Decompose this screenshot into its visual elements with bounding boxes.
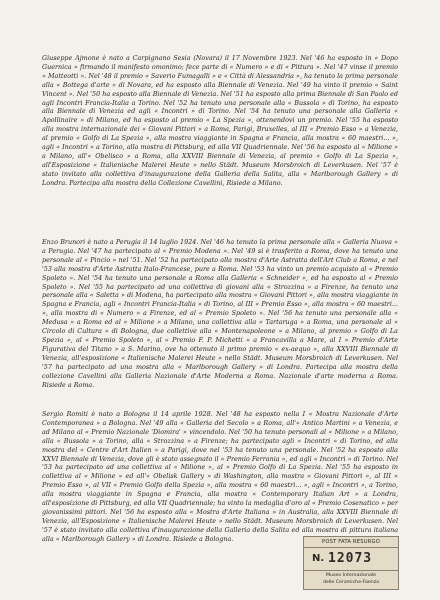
biography-ajmone: Giuseppe Ajmone è nato a Carpignano Sesia (Novara) il 17 Novembre 1923. Nel '46 ha esposto in « Dopo Guernica » firmando il manifesto omonimo; fece parte di « Numero » e di « Pittura ». Nel '47 vinse il premio « Matteotti ». Nel '48 il premio « Saverio Fumagalli » e « Città di Alessandria », ha tenuto la prima personale alla « Bottega d'arte » di Novara, ed ha esposto alla Biennale di Venezia. Nel '49 ha vinto il premio « Saint Vincent ». Nel '50 ha esposto alla Biennale di Venezia. Nel '51 ha esposto alla prima Biennale di San Paolo ed agli Incontri Francia-Italia a Torino. Nel '52 ha tenuto una personale alla « Bussola » di Torino, ha esposto alla Biennale di Venezia ed agli « Incontri » di Torino. Nel '54 ha tenuto una personale alla Galleria « Apollinaire » di Milano, ed ha esposto al premio « La Spezia », ottenendovi un premio. Nel '55 ha esposto alla mostra internazionale dei « Giovani Pittori » a Roma, Parigi, Bruxelles, al III « Premio Esso » a Venezia, al premio « Golfo di La Spezia », alla mostra viaggiante in Spagna e Francia, alla mostra « 60 maestri... », agli « Incontri » a Torino, alla mostra di Pittsburg, ed alla VII Quadriennale. Nel '56 ha esposto al « Milione » a Milano, all'« Obelisco » a Roma, alla XXVIII Biennale di Venezia, al premio « Golfo di La Spezia », all'Esposizione « Italienische Malerei Heute » nello Städt. Museum Morsbroich di Leverkusen. Nel '57 è stato invitato alla collettiva d'inaugurazione della Galleria della Salita, alla « Marlborough Gallery » di Londra. Partecipa alla mostra della Collezione Cavellini, Risiede a Milano. — [42, 54, 398, 187]
stamp-footer-line1: Museo Internazionale — [325, 573, 377, 578]
museum-inventory-stamp — [303, 536, 399, 590]
stamp-letter: N. — [312, 553, 325, 564]
inventory-number: 12073 — [328, 551, 373, 566]
biography-romiti: Sergio Romiti è nato a Bologna il 14 aprile 1928. Nel '48 ha esposto nella I « Mostra Nazionale d'Arte Contemporanea » a Bologna. Nel '49 alla « Galleria del Secolo » a Roma, all'« Antico Martini » a Venezia, e ad Milano al « Premio Nazionale 'Diomira' » vincendolo. Nel '50 ha tenuto personali al « Milione » a Milano, alla « Bussola » a Torino, alla « Strozzina » a Firenze; ha partecipato agli « Incontri » di Torino, ed alla mostra del « Centre d'Art Italien » a Parigi, dove nel '53 ha tenuto una personale. Nel '52 ha esposto alla XXVI Biennale di Venezia, dove gli è stato assegnato il « Premio Ferrania », ed agli « Incontri » di Torino. Nel '53 ha partecipato ad una collettiva al « Milione », al « Premio Golfo di La Spezia. Nel '55 ha esposto in collettiva al « Milione » ed all'« Obelisk Gallery » di Washington, alla mostra « Giovani Pittori », al III « Premio Esso », al VII « Premio Golfo della Spezia », alla mostra « 60 maestri... », agli « Incontri », a Torino, alla mostra viaggiante in Spagna e Francia, alla mostra « Contemporary Italian Art » a Londra, all'esposizione di Pittsburg, ed alla VII Quadriennale; ha vinto la medaglia d'oro al « Premio Cosenatico » per giovanissimi pittori. Nel '56 ha esposto alla « Mostra d'Arte Italiana » in Australia, alla XXVIII Biennale di Venezia, all'Esposizione « Italienische Malerei Heute » nello Städt. Museum Morsbroich di Leverkusen. Nel '57 è stato invitato alla collettiva d'inaugurazione della Galleria della Salita ed alla mostra di pittura italiana alla « Marlborough Gallery » di Londra. Risiede a Bologna. — [42, 410, 398, 543]
stamp-footer-line2: delle Ceramiche-Faenza — [322, 579, 380, 585]
stamp-motto: POST FATA RESURGO — [304, 537, 398, 548]
stamp-institution — [304, 570, 398, 586]
biography-brunori: Enzo Brunori è nato a Perugia il 14 luglio 1924. Nel '46 ha tenuto la prima personale alla « Galleria Nuova » a Perugia. Nel '47 ha partecipato al « Premio Modena ». Nel '49 si è trasferito a Roma, dove ha tenuto una personale al « Pincio » nel '51. Nel '52 ha partecipato alla mostra d'Arte Astratta dell'Art Club a Roma, e nel '53 alla mostra d'Arte Astratta Italo-Francese, pure a Roma. Nel '53 ha vinto un premio acquisto al « Premio Spoleto ». Nel '54 ha tenuto una personale a Roma alla Galleria « Schneider », ed ha esposto al « Premio Spoleto ». Nel '55 ha partecipato ad una collettiva di giovani alla « Strozzina » a Firenze, ha tenuto una personale alla « Saletta » di Modena, ha partecipato alla mostra « Giovani Pittori », alla mostra viaggiante in Spagna e Francia, agli « Incontri Francia-Italia » di Torino, al III « Premio Esso », alla mostra « 60 maestri... », alla mostra di « Numero » a Firenze, ed al « Premio Spoleto ». Nel '56 ha tenuto una personale alla « Medusa » a Roma ed al « Milione » a Milano, una collettiva alla « Tartaruga » a Roma, una personale al « Circolo di Cultura » di Bologna, due collettive alla « Montenapoleone » a Milano, al premio « Golfo di La Spezia », al « Premio Spoleto », al « Premio F. P. Michetti » a Francavilla a Mare, al I « Premio d'Arte Figurativa del Titano » a S. Marino, ove ha ottenuto il primo premio « ex-aequo », alla XXVIII Biennale di Venezia, all'esposizione « Italienische Malerei Heute » nello Städt. Museum Morsbroich di Leverkusen. Nel '57 ha partecipato ad una mostra alla « Marlborough Gallery » di Londra. Partecipa alla mostra della collezione Cavellini alla Galleria Nazionale d'Arte Moderna a Roma. Nazionale d'arte moderna a Roma. Risiede a Roma. — [42, 238, 398, 389]
stamp-number-row — [304, 548, 398, 570]
